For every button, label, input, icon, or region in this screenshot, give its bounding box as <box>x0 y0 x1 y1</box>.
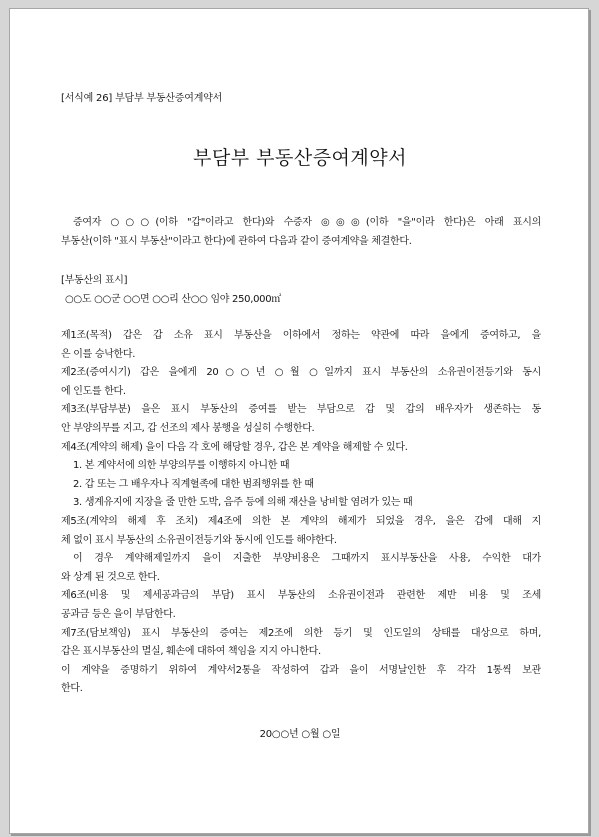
article-clause: 1. 본 계약서에 의한 부양의무를 이행하지 아니한 때 <box>73 460 290 472</box>
intro-line: 부동산(이하 "표시 부동산"이라고 한다)에 관하여 다음과 같이 증여계약을 체결한다. <box>61 235 412 247</box>
article-line: 이 경우 계약해제일까지 을이 지출한 부양비용은 그때까지 표시부동산을 사용, 수익한 대가 <box>73 553 541 565</box>
article-clause: 2. 갑 또는 그 배우자나 직계혈족에 대한 범죄행위를 한 때 <box>73 478 314 490</box>
property-section <box>61 272 541 309</box>
article-line: 제6조(비용 및 제세공과금의 부담) 표시 부동산의 소유권이전과 관련한 제반 비용 및 조세 <box>61 590 541 602</box>
article-line: 체 없이 표시 부동산의 소유권이전등기와 동시에 인도를 해야한다. <box>61 534 337 546</box>
property-heading: [부동산의 표시] <box>61 275 128 286</box>
article-line: 제3조(부담부분) 을은 표시 부동산의 증여를 받는 부담으로 갑 및 갑의 배우자가 생존하는 동 <box>61 404 541 416</box>
article-line: 공과금 등은 을이 부담한다. <box>61 608 176 620</box>
article-line: 에 인도를 한다. <box>61 385 126 397</box>
article-clause: 3. 생계유지에 지장을 줄 만한 도박, 음주 등에 의해 재산을 낭비할 염려가 있는 때 <box>73 497 413 509</box>
article-line: 제7조(담보책임) 표시 부동산의 증여는 제2조에 의한 등기 및 인도일의 상태를 대상으로 하며, <box>61 627 541 639</box>
article-line: 와 상계 된 것으로 한다. <box>61 571 160 583</box>
article-line: 은 이를 승낙한다. <box>61 348 136 360</box>
article-line: 제4조(계약의 해제) 을이 다음 각 호에 해당할 경우, 갑은 본 계약을 해제할 수 있다. <box>61 441 408 453</box>
article-line: 갑은 표시부동산의 멸실, 훼손에 대하여 책임을 지지 아니한다. <box>61 646 321 658</box>
article-line: 제1조(목적) 갑은 갑 소유 표시 부동산을 이하에서 정하는 약관에 따라 을에게 증여하고, 을 <box>61 330 541 341</box>
article-line: 한다. <box>61 683 83 695</box>
article-line: 제2조(증여시기) 갑은 을에게 20○○년 ○월 ○일까지 표시 부동산의 소유권이전등기와 동시 <box>61 367 541 379</box>
form-id: [서식예 26] 부담부 부동산증여계약서 <box>61 93 223 104</box>
articles-section <box>61 327 541 699</box>
article-line: 제5조(계약의 해제 후 조치) 제4조에 의한 본 계약의 해제가 되었을 경우, 을은 갑에 대해 지 <box>61 515 541 527</box>
property-description: ○○도 ○○군 ○○면 ○○리 산○○ 임야 250,000㎡ <box>65 293 282 305</box>
article-line: 이 계약을 증명하기 위하여 계약서2통을 작성하여 갑과 을이 서명날인한 후 각각 1통씩 보관 <box>61 664 541 676</box>
document-title: 부담부 부동산증여계약서 <box>193 147 407 169</box>
article-line: 안 부양의무를 지고, 갑 선조의 제사 봉행을 성실히 수행한다. <box>61 422 315 434</box>
intro-line: 증여자 ○○○(이하 "갑"이라고 한다)와 수증자 ◎◎◎(이하 "을"이라 한다)은 아래 표시의 <box>73 217 541 228</box>
contract-date: 20○○년 ○월 ○일 <box>259 729 341 740</box>
document-page <box>9 8 589 834</box>
intro-paragraph <box>61 214 541 251</box>
